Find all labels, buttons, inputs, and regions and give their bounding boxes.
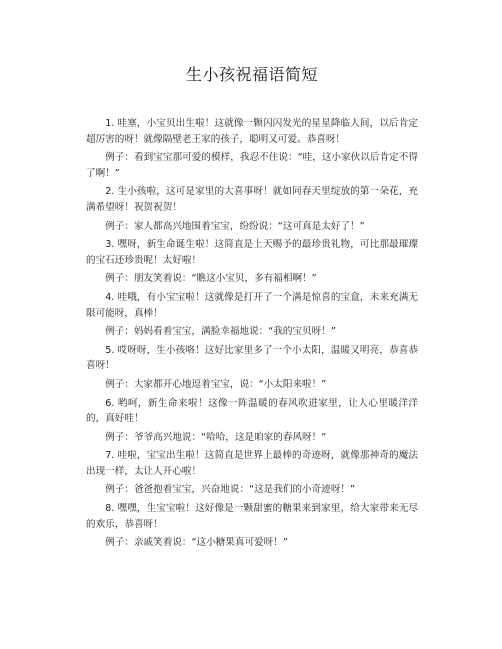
wish-paragraph: 5. 哎呀呀，生小孩咯！这好比家里多了一个小太阳，温暖又明亮，恭喜恭喜呀！ [86,344,418,372]
example-paragraph: 例子：爸爸抱着宝宝，兴奋地说：“这是我们的小奇迹呀！” [105,484,355,496]
example-paragraph: 例子：亲戚笑着说：“这小糖果真可爱呀！” [105,537,288,549]
wish-paragraph: 4. 哇哦，有小宝宝啦！这就像是打开了一个满是惊喜的宝盒，未来充满无限可能呀，真棒！ [86,291,418,319]
wish-paragraph: 7. 哇啦，宝宝出生啦！这简直是世界上最棒的奇迹呀，就像那神奇的魔法出现一样，太让人开心啦！ [86,450,418,477]
wish-paragraph: 2. 生小孩啦，这可是家里的大喜事呀！就如同春天里绽放的第一朵花，充满希望呀！祝贺祝贺！ [86,186,418,213]
document-title: 生小孩祝福语简短 [185,65,318,84]
example-paragraph: 例子：朋友笑着说：“瞧这小宝贝，多有福相啊！” [105,273,317,285]
example-paragraph: 例子：妈妈看着宝宝，满脸幸福地说：“我的宝贝呀！” [105,326,336,338]
document-body [86,116,418,551]
example-paragraph: 例子：爷爷高兴地说：“哈哈，这是咱家的春风呀！” [105,431,327,443]
wish-paragraph: 6. 哟呵，新生命来啦！这像一阵温暖的春风吹进家里，让人心里暖洋洋的，真好哇！ [86,397,418,425]
example-paragraph: 例子：家人都高兴地围着宝宝，纷纷说：“这可真是太好了！” [105,220,365,232]
example-paragraph: 例子：看到宝宝那可爱的模样，我忍不住说：“哇，这小家伙以后肯定不得了啊！” [86,152,418,179]
example-paragraph: 例子：大家都开心地逗着宝宝，说：“小太阳来啦！” [105,378,327,390]
wish-paragraph: 3. 嘿呀，新生命诞生啦！这简直是上天赐予的最珍贵礼物，可比那最璀璨的宝石还珍贵呢！太好啦！ [86,239,418,266]
wish-paragraph: 8. 嘿嘿，生宝宝啦！这好像是一颗甜蜜的糖果来到家里，给大家带来无尽的欢乐，恭喜呀！ [86,503,418,530]
wish-paragraph: 1. 哇塞，小宝贝出生啦！这就像一颗闪闪发光的星星降临人间，以后肯定超厉害的呀！就像隔壁老王家的孩子，聪明又可爱。恭喜呀！ [86,118,418,145]
